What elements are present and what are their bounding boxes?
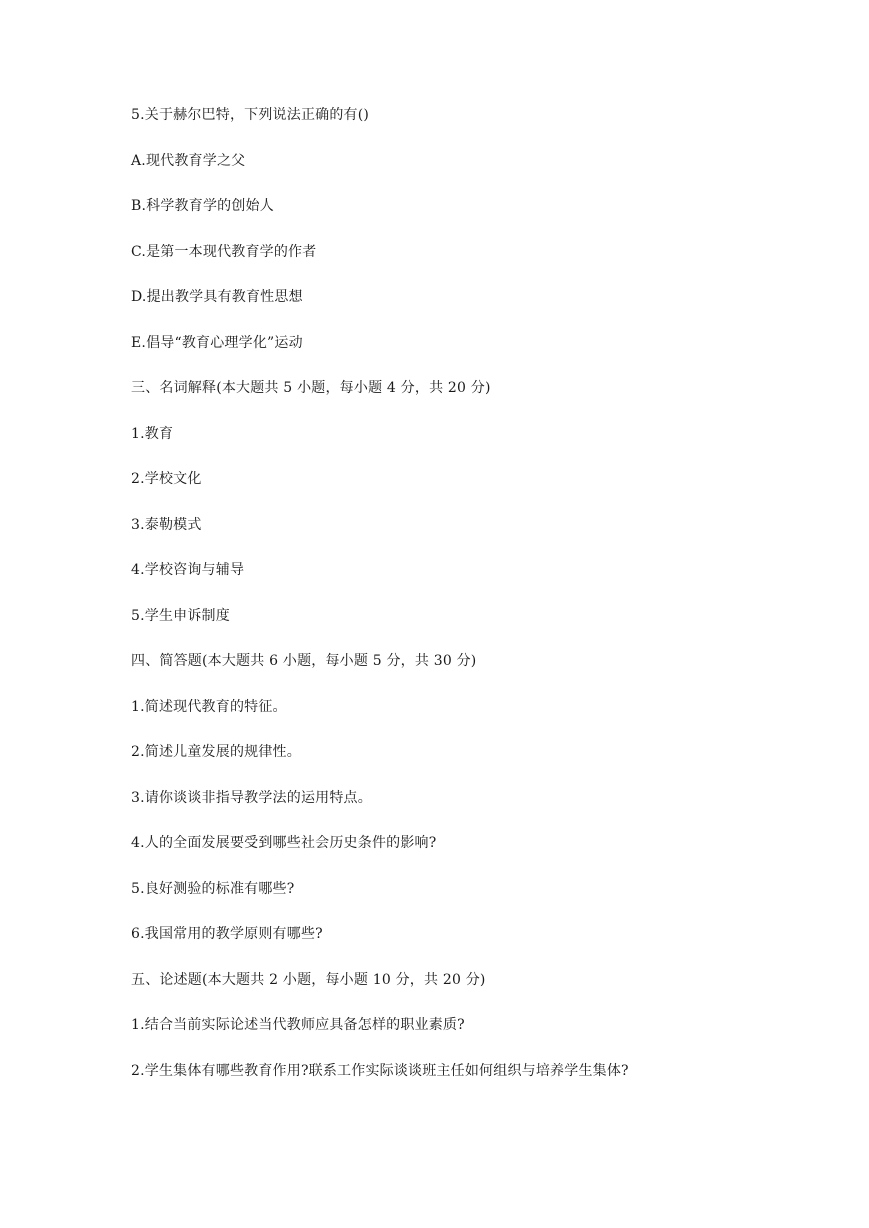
section-4-item-2: 2.简述儿童发展的规律性。 [131, 744, 301, 760]
question-5-option-d: D.提出教学具有教育性思想 [131, 289, 303, 305]
question-5-option-a: A.现代教育学之父 [131, 153, 246, 169]
section-3-item-1: 1.教育 [131, 426, 174, 442]
question-5-option-e: E.倡导“教育心理学化”运动 [131, 335, 303, 351]
section-5-item-2: 2.学生集体有哪些教育作用?联系工作实际谈谈班主任如何组织与培养学生集体? [131, 1063, 629, 1079]
section-4-item-6: 6.我国常用的教学原则有哪些? [131, 926, 323, 942]
section-3-heading: 三、名词解释(本大题共 5 小题，每小题 4 分，共 20 分) [131, 380, 491, 396]
section-5-item-1: 1.结合当前实际论述当代教师应具备怎样的职业素质? [131, 1017, 465, 1033]
question-5-option-b: B.科学教育学的创始人 [131, 198, 274, 214]
section-4-item-1: 1.简述现代教育的特征。 [131, 699, 287, 715]
section-3-item-5: 5.学生申诉制度 [131, 608, 230, 624]
question-5-stem: 5.关于赫尔巴特，下列说法正确的有() [131, 107, 370, 123]
section-4-item-4: 4.人的全面发展要受到哪些社会历史条件的影响? [131, 835, 437, 851]
section-3-item-3: 3.泰勒模式 [131, 517, 202, 533]
section-4-item-5: 5.良好测验的标准有哪些? [131, 881, 295, 897]
section-4-item-3: 3.请你谈谈非指导教学法的运用特点。 [131, 790, 372, 806]
question-5-option-c: C.是第一本现代教育学的作者 [131, 244, 317, 260]
section-3-item-2: 2.学校文化 [131, 471, 202, 487]
section-5-heading: 五、论述题(本大题共 2 小题，每小题 10 分，共 20 分) [131, 972, 486, 988]
section-4-heading: 四、简答题(本大题共 6 小题，每小题 5 分，共 30 分) [131, 653, 477, 669]
section-3-item-4: 4.学校咨询与辅导 [131, 562, 245, 578]
